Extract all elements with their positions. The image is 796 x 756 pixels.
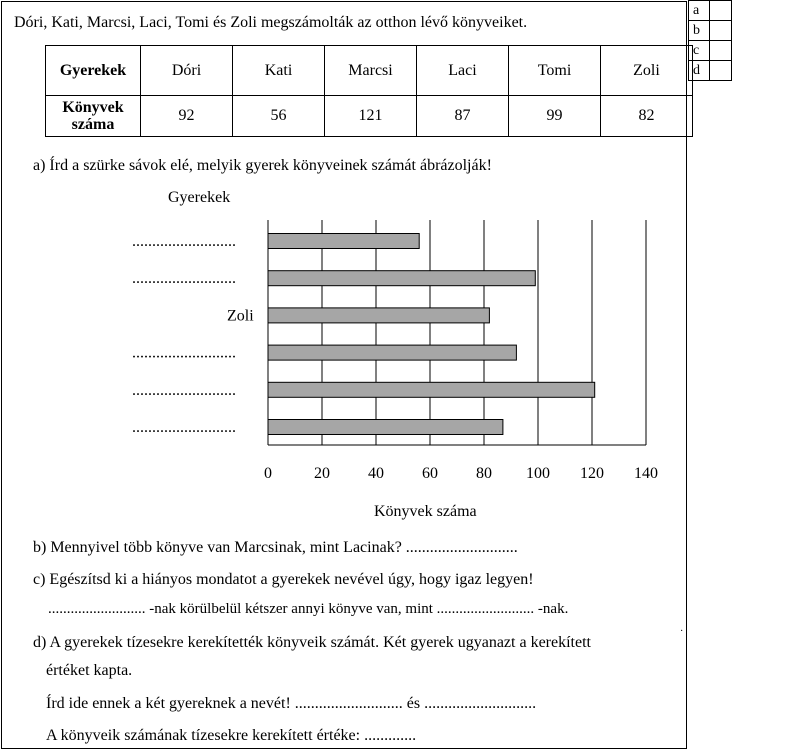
bar bbox=[268, 420, 503, 435]
table-name-cell: Zoli bbox=[601, 46, 693, 96]
table-count-cell: 56 bbox=[233, 96, 325, 137]
margin-dot: · bbox=[680, 626, 684, 637]
table-count-cell: 82 bbox=[601, 96, 693, 137]
x-tick-label: 120 bbox=[580, 465, 604, 482]
bar bbox=[268, 271, 535, 286]
table-count-cell: 92 bbox=[141, 96, 233, 137]
bar-label: Zoli bbox=[227, 307, 254, 325]
question-d-line3[interactable]: Írd ide ennek a két gyereknek a nevét! ........................... és ............................ bbox=[46, 695, 537, 712]
bar bbox=[268, 234, 419, 249]
table-header-children: Gyerekek bbox=[46, 46, 141, 96]
bar-label-blank: .......................... bbox=[132, 381, 236, 399]
x-tick-label: 80 bbox=[476, 465, 492, 482]
x-tick-label: 0 bbox=[264, 465, 272, 482]
score-label-b: b bbox=[689, 21, 710, 41]
x-tick-label: 100 bbox=[526, 465, 550, 482]
bar bbox=[268, 308, 489, 323]
bar bbox=[268, 382, 595, 397]
intro-text: Dóri, Kati, Marcsi, Laci, Tomi és Zoli megszámolták az otthon lévő könyveiket. bbox=[14, 14, 528, 31]
score-label-a: a bbox=[689, 1, 710, 21]
y-axis-title: Gyerekek bbox=[168, 189, 231, 206]
x-tick-label: 40 bbox=[368, 465, 384, 482]
question-c: c) Egészítsd ki a hiányos mondatot a gyerekek nevével úgy, hogy igaz legyen! bbox=[33, 571, 534, 588]
table-header-count-line2: száma bbox=[71, 116, 115, 133]
x-tick-label: 60 bbox=[422, 465, 438, 482]
table-count-cell: 87 bbox=[417, 96, 509, 137]
question-a: a) Írd a szürke sávok elé, melyik gyerek könyveinek számát ábrázolják! bbox=[33, 157, 492, 174]
table-name-cell: Laci bbox=[417, 46, 509, 96]
bar-label-blank: .......................... bbox=[132, 419, 236, 436]
bar bbox=[268, 345, 516, 360]
question-d-line4[interactable]: A könyveik számának tízesekre kerekített értéke: ............. bbox=[46, 727, 417, 744]
bar-label-blank: .......................... bbox=[132, 344, 236, 362]
x-axis-title: Könyvek száma bbox=[374, 503, 477, 520]
x-tick-label: 20 bbox=[314, 465, 330, 482]
table-name-cell: Kati bbox=[233, 46, 325, 96]
bar-label-blank: .......................... bbox=[132, 233, 236, 250]
question-d-line1: d) A gyerekek tízesekre kerekítették könyveik számát. Két gyerek ugyanazt a kerekített bbox=[33, 634, 591, 651]
x-tick-label: 140 bbox=[634, 465, 658, 482]
table-name-cell: Dóri bbox=[141, 46, 233, 96]
question-c-fill-line[interactable]: .......................... -nak körülbelül kétszer annyi könyve van, mint .......................... -nak. bbox=[48, 601, 569, 617]
question-d-line2: értéket kapta. bbox=[46, 662, 133, 679]
table-name-cell: Marcsi bbox=[325, 46, 417, 96]
table-name-cell: Tomi bbox=[509, 46, 601, 96]
table-count-cell: 99 bbox=[509, 96, 601, 137]
score-label-c: c bbox=[689, 41, 710, 61]
table-header-count-line1: Könyvek bbox=[62, 99, 124, 116]
table-count-cell: 121 bbox=[325, 96, 417, 137]
bar-label-blank: .......................... bbox=[132, 270, 236, 288]
question-b: b) Mennyivel több könyve van Marcsinak, mint Lacinak? ............................ bbox=[33, 539, 518, 556]
score-label-d: d bbox=[689, 61, 710, 81]
